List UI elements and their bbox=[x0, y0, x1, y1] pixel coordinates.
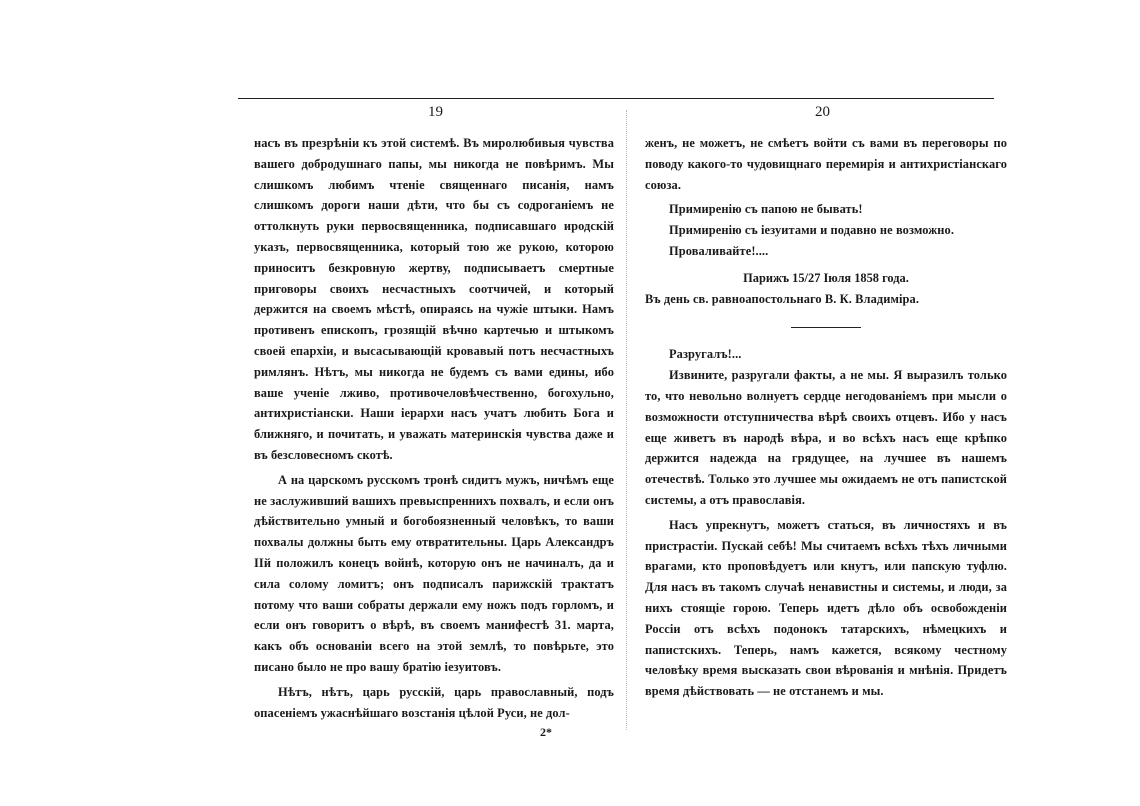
dedication-line: Въ день св. равноапостольнаго В. К. Владимiра. bbox=[645, 291, 920, 306]
right-line-1: Примиренiю съ папою не бывать! bbox=[669, 202, 863, 217]
right-page-number: 20 bbox=[815, 104, 830, 120]
section-heading: Разругалъ!... bbox=[669, 347, 742, 362]
place-date: Парижъ 15/27 Iюля 1858 года. bbox=[743, 270, 909, 285]
top-rule bbox=[238, 98, 994, 99]
left-paragraph-2: А на царскомъ русскомъ тронѣ сидитъ мужъ, ничѣмъ еще не заслуживший вашихъ превыспреннихъ похвалъ, и если онъ дѣйствительно умный и богобоязненный человѣкъ, то ваши похвалы должны быть ему отвратительны. Царь Александръ IIй положилъ конецъ войнѣ, которую онъ не начиналъ, да и сила солому ломитъ; онъ подписалъ парижскiй трактатъ потому что ваши собраты держали ему ножъ подъ горломъ, и если онъ говоритъ о вѣрѣ, въ своемъ манифестѣ 31. марта, какъ объ основанiи всего на этой землѣ, то повѣрьте, это писано было не про вашу братiю iезуитовъ. bbox=[254, 472, 614, 674]
right-page-column bbox=[645, 133, 1007, 702]
left-page-column bbox=[254, 133, 614, 723]
left-paragraph-3: Нѣтъ, нѣтъ, царь русскiй, царь православный, подъ опасенiемъ ужаснѣйшаго возстанiя цѣлой Руси, не дол- bbox=[254, 684, 614, 720]
right-paragraph-1: Извините, разругали факты, а не мы. Я выразилъ только то, что невольно волнуетъ сердце негодованiемъ при мысли о возможности отступничества вѣрѣ своихъ отцевъ. Ибо у насъ еще живетъ въ народѣ вѣра, и во всѣхъ насъ еще крѣпко держится надежда на грядущее, на лучшее въ нашемъ отечествѣ. Только это лучшее мы ожидаемъ не отъ папистской системы, а отъ православiя. bbox=[645, 368, 1007, 507]
right-line-3: Проваливайте!.... bbox=[669, 243, 769, 258]
left-paragraph-1: насъ въ презрѣнiи къ этой системѣ. Въ миролюбивыя чувства вашего добродушнаго папы, мы никогда не повѣримъ. Мы слишкомъ любимъ чтенiе священнаго писанiя, намъ слишкомъ дороги наши дѣти, что бы съ содроганiемъ не оттолкнуть руки первосвященника, подписавшаго иродскiй указъ, первосвященника, который тою же рукою, которою приноситъ безкровную жертву, подписываетъ смертные приговоры своихъ несчастныхъ соотчичей, и который держится на своемъ мѣстѣ, опираясь на чужiе штыки. Намъ противенъ епископъ, грозящiй вѣчно картечью и штыкомъ своей епархiи, и высасывающiй кровавый потъ несчастныхъ римлянъ. Нѣтъ, мы никогда не будемъ съ вами едины, ибо ваше ученiе лживо, противочеловѣчественно, богохульно, антихристiански. Наши iерархи насъ учатъ любить Бога и ближняго, и почитать, и уважать материнскiя чувства даже и въ безсловесномъ скотѣ. bbox=[254, 136, 614, 462]
right-paragraph-continued: женъ, не можетъ, не смѣетъ войти съ вами въ переговоры по поводу какого-то чудовищнаго перемирiя и антихристiанскаго союза. bbox=[645, 136, 1007, 192]
left-page-number: 19 bbox=[428, 104, 443, 120]
right-line-2: Примиренiю съ iезуитами и подавно не возможно. bbox=[669, 223, 955, 238]
signature-mark: 2* bbox=[540, 725, 552, 739]
right-paragraph-2: Насъ упрекнутъ, можетъ статься, въ личностяхъ и въ пристрастiи. Пускай себѣ! Мы считаемъ всѣхъ тѣхъ личными врагами, кто проповѣдуетъ или кнутъ, или папскую туфлю. Для насъ въ такомъ случаѣ ненавистны и системы, и люди, за нихъ стоящiе горою. Теперь идетъ дѣло объ освобожденiи Россiи отъ всѣхъ подонокъ татарскихъ, нѣмецкихъ и папистскихъ. Теперь, намъ кажется, всякому честному человѣку время высказать свои вѣрованiя и мнѣнiя. Придетъ время дѣйствовать — не отстанемъ и мы. bbox=[645, 517, 1007, 699]
section-divider bbox=[791, 327, 861, 328]
page-gutter bbox=[626, 110, 627, 730]
